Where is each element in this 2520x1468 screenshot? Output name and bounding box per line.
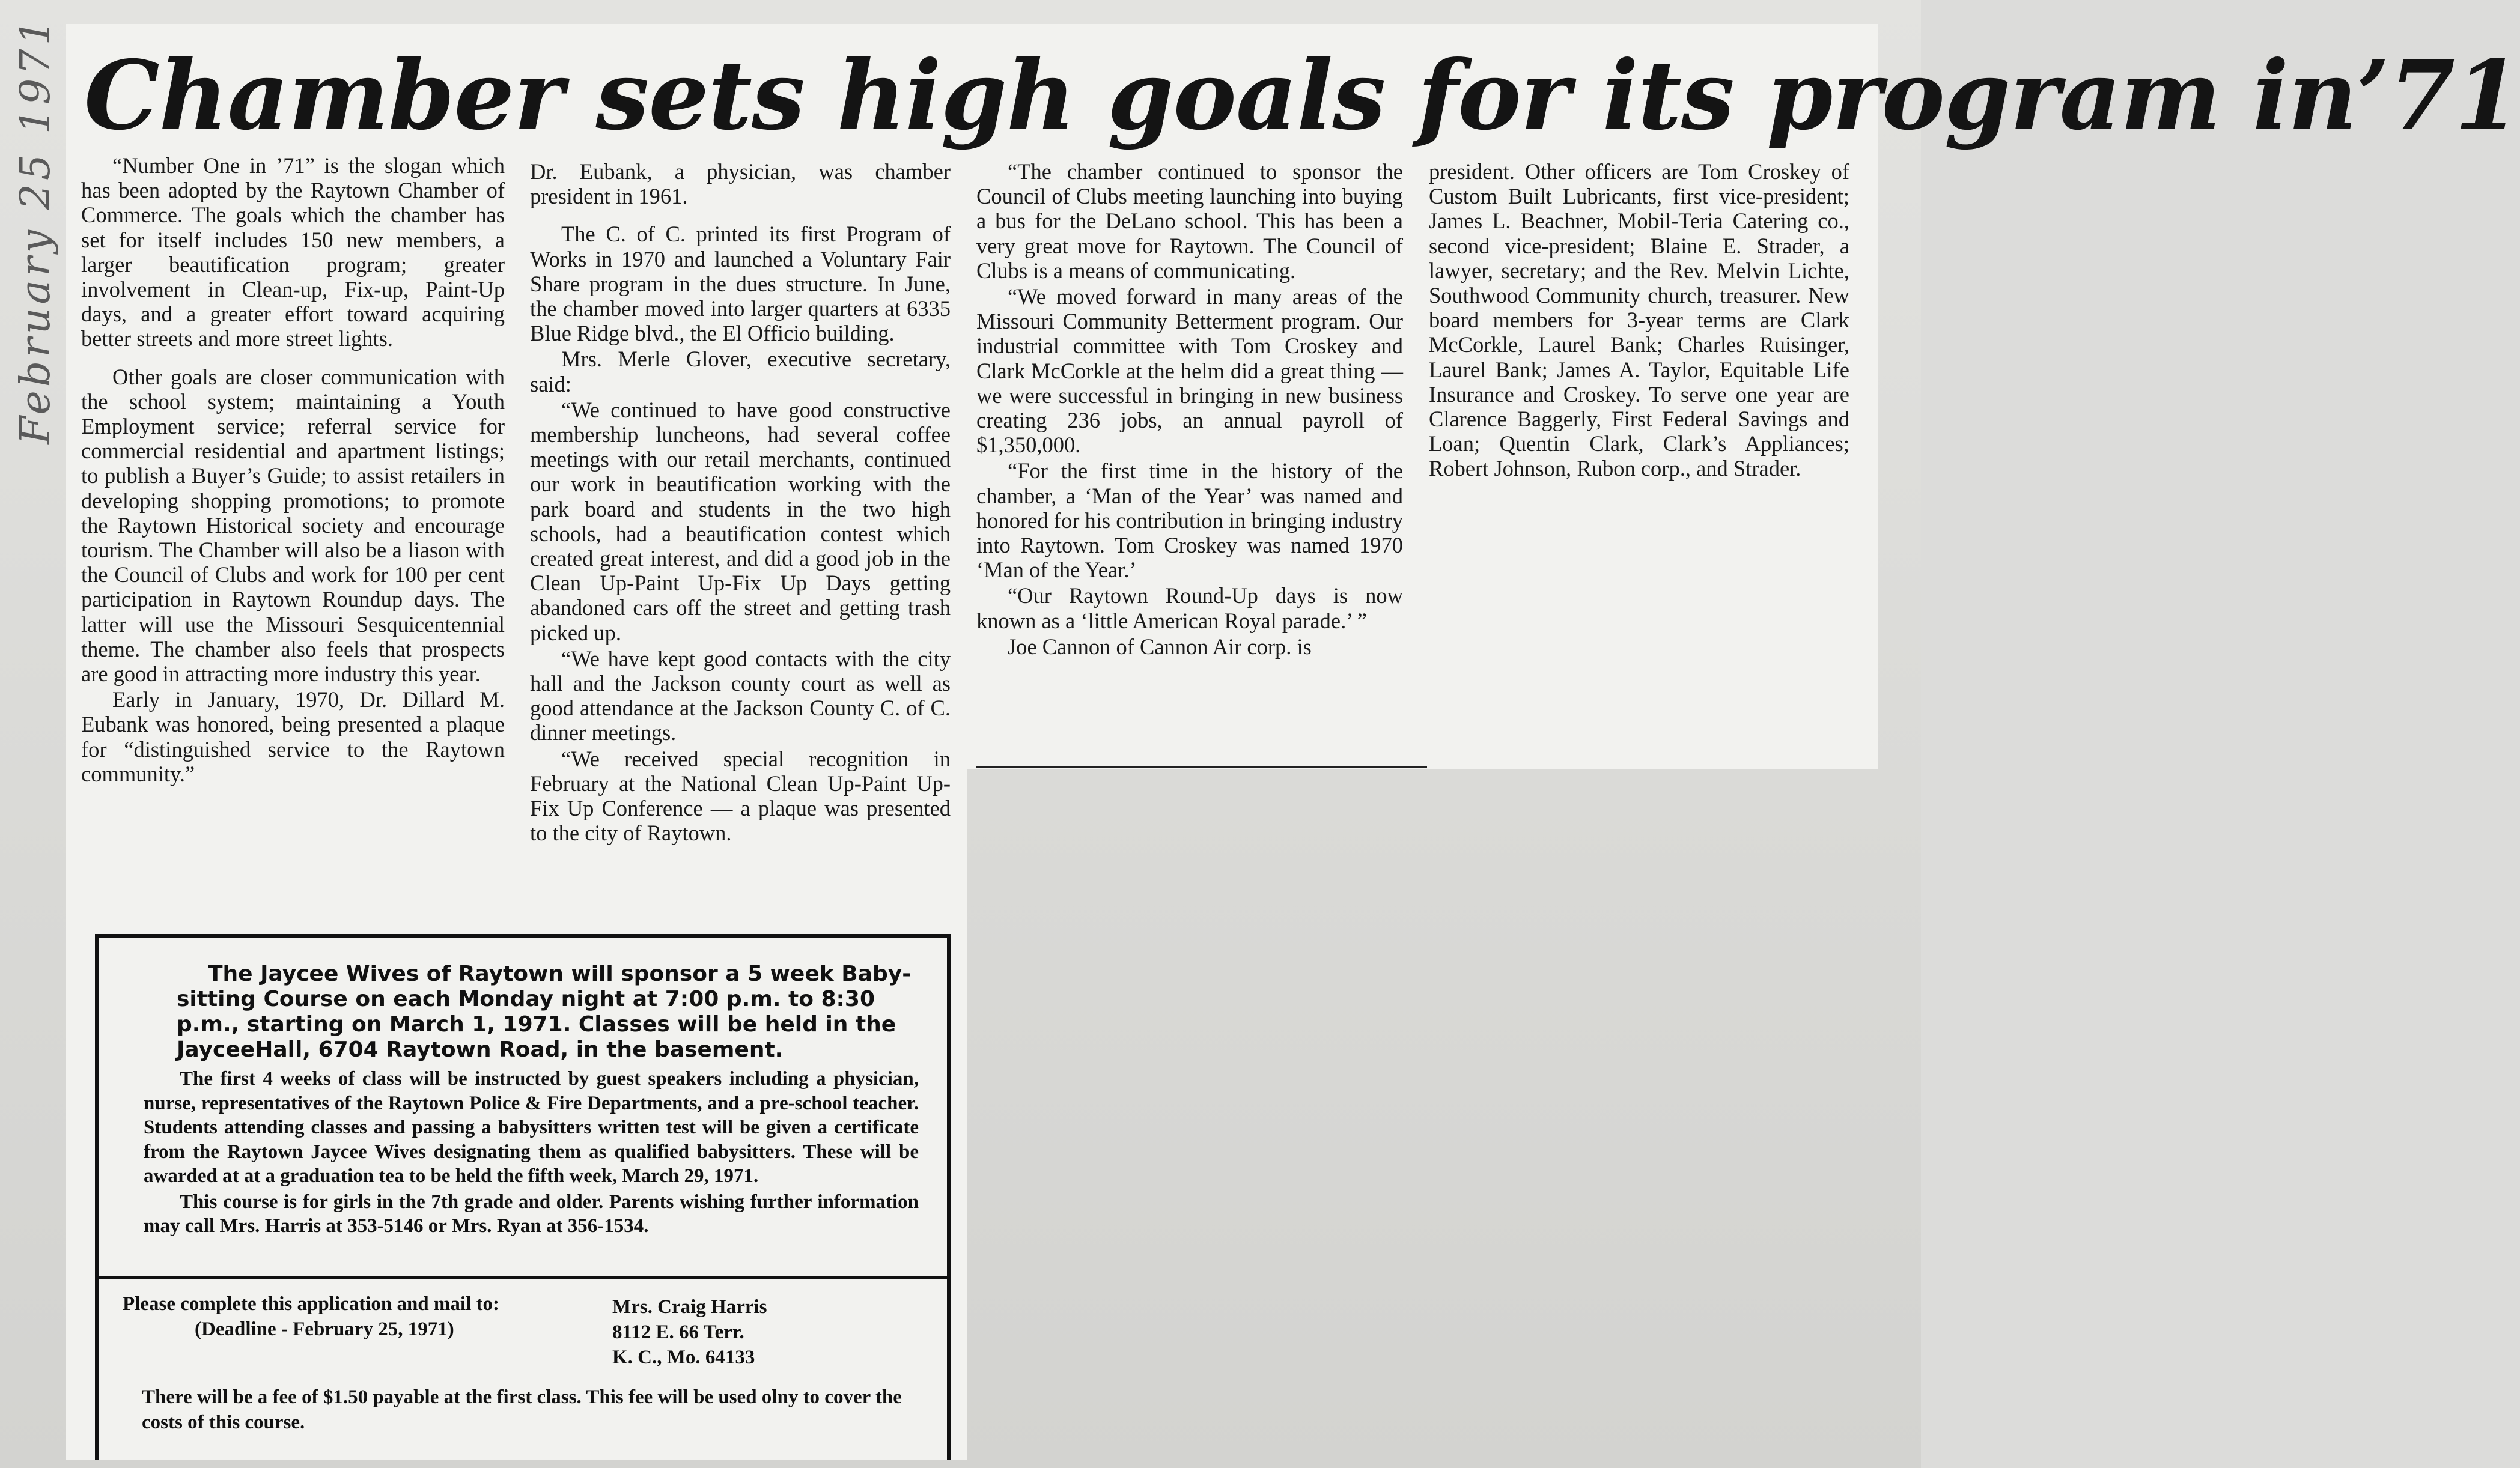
paragraph: “We have kept good contacts with the city hall and the Jackson county court as well as good attendance at the Jackson County C. of C. dinner meetings. (530, 646, 951, 745)
notice-body (144, 1067, 919, 1239)
paragraph: Other goals are closer communication with the school system; maintaining a Youth Employment service; referral service for commercial residential and apartment listings; to publish a Buyer’s Guide; to assist retailers in developing shopping promotions; to promote the Raytown Historical society and encourage tourism. The Chamber will also be a liason with the Council of Clubs and work for 100 per cent participation in Raytown Roundup days. The latter will use the Missouri Sesquicentennial theme. The chamber also feels that prospects are good in attracting more industry this year. (81, 364, 505, 687)
mailing-address (612, 1294, 913, 1370)
notice-lead-text: The Jaycee Wives of Raytown will sponsor a 5 week Baby-sitting Course on each Monday night at 7:00 p.m. to 8:30 p.m., starting on March 1, 1971. Classes will be held in the JayceeHall, 6704 Raytown Road, in the basement. (177, 962, 912, 1062)
article-column-3 (976, 159, 1403, 659)
address-line: 8112 E. 66 Terr. (612, 1321, 744, 1343)
paragraph: “We received special recognition in February at the National Clean Up-Paint Up-Fix Up Conference — a plaque was presented to the city of Raytown. (530, 746, 951, 846)
paragraph: “The chamber continued to sponsor the Council of Clubs meeting launching into buying a bus for the DeLano school. This has been a very great move for Raytown. The Council of Clubs is a means of communicating. (976, 159, 1403, 283)
notice-paragraph: This course is for girls in the 7th grade and older. Parents wishing further information may call Mrs. Harris at 353-5146 or Mrs. Ryan at 356-1534. (144, 1190, 919, 1237)
article-column-4 (1429, 159, 1849, 481)
deadline-line: (Deadline - February 25, 1971) (195, 1318, 454, 1340)
paragraph: Mrs. Merle Glover, executive secretary, said: (530, 347, 951, 396)
application-box (95, 1279, 951, 1460)
fee-note (142, 1385, 923, 1435)
paragraph: “Our Raytown Round-Up days is now known as a ‘little American Royal parade.’ ” (976, 583, 1403, 633)
paragraph: president. Other officers are Tom Croskey of Custom Built Lubricants, first vice-president; James L. Beachner, Mobil-Teria Catering co., second vice-president; Blaine E. Strader, a lawyer, secretary; and the Rev. Melvin Lichte, Southwood Community church, treasurer. New board members for 3-year terms are Clark McCorkle, Laurel Bank; Charles Ruisinger, Laurel Bank; James A. Taylor, Equitable Life Insurance and Croskey. To serve one year are Clarence Baggerly, First Federal Savings and Loan; Quentin Clark, Clark’s Appliances; Robert Johnson, Rubon corp., and Strader. (1429, 159, 1849, 481)
application-line: Please complete this application and mail to: (123, 1293, 499, 1315)
address-line: Mrs. Craig Harris (612, 1296, 767, 1318)
paragraph: “Number One in ’71” is the slogan which has been adopted by the Raytown Chamber of Commerce. The goals which the chamber has set for itself includes 150 new members, a larger beautification program; greater involvement in Clean-up, Fix-up, Paint-Up days, and a greater effort toward acquiring better streets and more street lights. (81, 153, 505, 351)
paragraph: “For the first time in the history of the chamber, a ‘Man of the Year’ was named and honored for his contribution in bringing industry into Raytown. Tom Croskey was named 1970 ‘Man of the Year.’ (976, 458, 1403, 583)
notice-paragraph: The first 4 weeks of class will be instructed by guest speakers including a physician, nurse, representatives of the Raytown Police & Fire Departments, and a pre-school teacher. Students attending classes and passing a babysitters written test will be given a certificate from the Raytown Jaycee Wives designating them as qualified babysitters. These will be awarded at at a graduation tea to be held the fifth week, March 29, 1971. (144, 1068, 919, 1187)
paragraph: Joe Cannon of Cannon Air corp. is (1008, 634, 1312, 659)
application-instructions (123, 1291, 603, 1342)
babysitting-notice-box (95, 934, 951, 1279)
paragraph: “We continued to have good constructive membership luncheons, had several coffee meetings with our retail merchants, continued our work in beautification working with the park board and students in the two high schools, had a beautification contest which created great interest, and did a good job in the Clean Up-Paint Up-Fix Up Days getting abandoned cars off the street and getting trash picked up. (530, 397, 951, 645)
article-column-1 (81, 153, 505, 786)
fee-text: There will be a fee of $1.50 payable at the first class. This fee will be used olny to cover the costs of this course. (142, 1386, 902, 1433)
paragraph: The C. of C. printed its first Program of Works in 1970 and launched a Voluntary Fair Share program in the dues structure. In June, the chamber moved into larger quarters at 6335 Blue Ridge blvd., the El Officio building. (530, 222, 951, 346)
address-line: K. C., Mo. 64133 (612, 1347, 755, 1368)
paragraph: “We moved forward in many areas of the Missouri Community Betterment program. Our industrial committee with Tom Croskey and Clark McCorkle at the helm did a great thing — we were successful in bringing in new business creating 236 jobs, an annual payroll of $1,350,000. (976, 284, 1403, 458)
notice-lead (177, 962, 916, 1063)
paragraph: Dr. Eubank, a physician, was chamber president in 1961. (530, 159, 951, 209)
handwritten-date: February 25 1971 (12, 16, 59, 444)
article-column-2 (530, 159, 951, 845)
paragraph: Early in January, 1970, Dr. Dillard M. Eubank was honored, being presented a plaque for “distinguished service to the Raytown community.” (81, 687, 505, 786)
column-end-rule (976, 766, 1427, 768)
headline: Chamber sets high goals for its program in’71 (84, 40, 2520, 151)
